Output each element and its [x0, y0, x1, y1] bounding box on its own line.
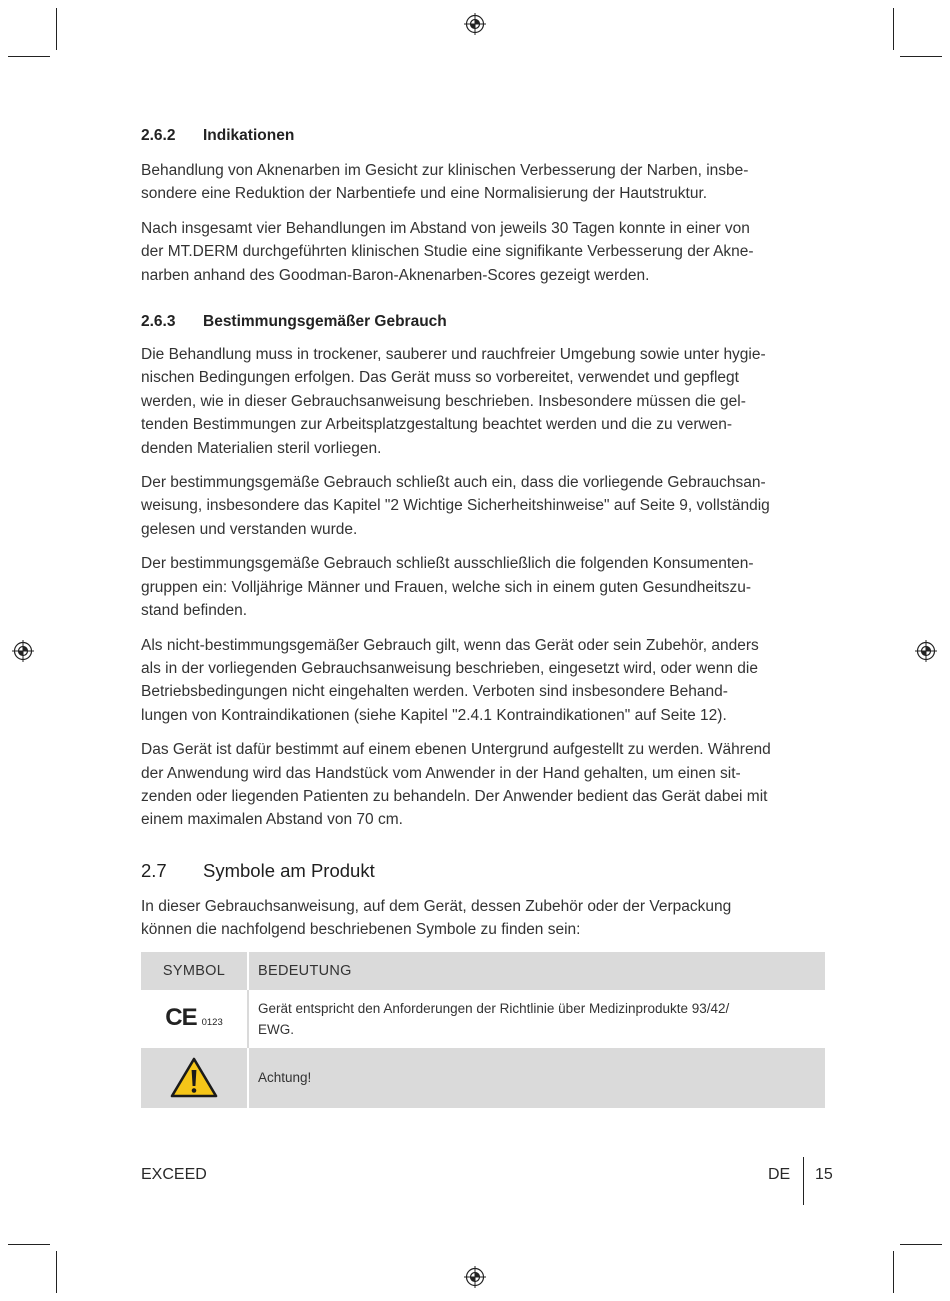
ce-mark-letters: CE: [165, 1003, 197, 1031]
footer-language: DE: [768, 1166, 791, 1183]
meaning-text: Achtung!: [258, 1070, 312, 1086]
paragraph: Nach insgesamt vier Behandlungen im Abstand von jeweils 30 Tagen konnte in einer von der MT.DERM durchgeführten klinischen Studie eine signifikante Verbesserung der Akne- narben anhand des Goodman-Baron-Aknenarben-Scores gezeigt werden.: [141, 219, 754, 284]
ce-mark-icon: [165, 1003, 223, 1031]
warning-triangle-icon: [170, 1057, 218, 1099]
column-header-symbol: SYMBOL: [141, 952, 248, 990]
symbol-cell: [141, 990, 248, 1048]
registration-mark-icon: [464, 13, 486, 35]
section-number: 2.7: [141, 859, 167, 881]
symbol-cell: [141, 1048, 248, 1108]
crop-mark-top-right-v: [893, 8, 894, 50]
section-heading-2-7: [141, 858, 826, 884]
section-heading-2-6-2: [141, 124, 826, 148]
table-header-row: [141, 952, 825, 990]
crop-mark-bottom-right-h: [900, 1244, 942, 1245]
paragraph: Als nicht-bestimmungsgemäßer Gebrauch gilt, wenn das Gerät oder sein Zubehör, anders als in der vorliegenden Gebrauchsanweisung beschrieben, eingesetzt wird, oder wenn die Betriebsbedingungen nicht eingehalten werden. Verboten sind insbesondere Behand- lungen von Kontraindikationen (siehe Kapitel "2.4.1 Kontraindikationen" auf Seite 12).: [141, 636, 759, 724]
footer-divider: [803, 1157, 804, 1205]
column-header-meaning: BEDEUTUNG: [248, 952, 825, 990]
paragraph: Die Behandlung muss in trockener, sauberer und rauchfreier Umgebung sowie unter hygie- nischen Bedingungen erfolgen. Das Gerät muss so vorbereitet, verwendet und gepflegt werden, wie in dieser Gebrauchsanweisung beschrieben. Insbesondere müssen die gel- tenden Bestimmungen zur Arbeitsplatzgestaltung beachtet werden und die zu verwen- denden Materialien steril vorliegen.: [141, 346, 766, 457]
crop-mark-bottom-left-v: [56, 1251, 57, 1293]
crop-mark-bottom-right-v: [893, 1251, 894, 1293]
registration-mark-icon: [464, 1266, 486, 1288]
paragraph: In dieser Gebrauchsanweisung, auf dem Gerät, dessen Zubehör oder der Verpackung können die nachfolgend beschriebenen Symbole zu finden sein:: [141, 897, 732, 939]
paragraph: Der bestimmungsgemäße Gebrauch schließt auch ein, dass die vorliegende Gebrauchsan- weisung, insbesondere das Kapitel "2 Wichtige Sicherheitshinweise" auf Seite 9, vollständig gelesen und verstanden wurde.: [141, 474, 770, 538]
section-title: Bestimmungsgemäßer Gebrauch: [203, 313, 447, 331]
meaning-cell: [248, 990, 825, 1048]
notified-body-number: 0123: [201, 1016, 223, 1028]
section-heading-2-6-3: [141, 310, 826, 334]
section-title: Indikationen: [203, 127, 295, 144]
section-number: 2.6.2: [141, 127, 176, 144]
table-row: [141, 990, 825, 1048]
registration-mark-icon: [12, 640, 34, 662]
crop-mark-top-left-h: [8, 56, 50, 57]
section-title: Symbole am Produkt: [203, 859, 375, 881]
registration-mark-icon: [915, 640, 937, 662]
page-number: 15: [815, 1166, 833, 1183]
paragraph: Das Gerät ist dafür bestimmt auf einem ebenen Untergrund aufgestellt zu werden. Während der Anwendung wird das Handstück vom Anwender in der Hand gehalten, um einen sit- zenden oder liegenden Patienten zu behandeln. Der Anwender bedient das Gerät dabei mit einem maximalen Abstand von 70 cm.: [141, 741, 771, 829]
meaning-text: Gerät entspricht den Anforderungen der Richtlinie über Medizinprodukte 93/42/ EWG.: [258, 1000, 730, 1037]
paragraph: Behandlung von Aknenarben im Gesicht zur klinischen Verbesserung der Narben, insbe- sondere eine Reduktion der Narbentiefe und eine Normalisierung der Hautstruktur.: [141, 162, 749, 203]
meaning-cell: [248, 1048, 825, 1108]
paragraph: Der bestimmungsgemäße Gebrauch schließt ausschließlich die folgenden Konsumenten- gruppen ein: Volljährige Männer und Frauen, welche sich in einem guten Gesundheitszu- stand befinden.: [141, 555, 754, 620]
crop-mark-top-left-v: [56, 8, 57, 50]
page-content: [141, 124, 826, 1108]
crop-mark-bottom-left-h: [8, 1244, 50, 1245]
footer-brand: EXCEED: [141, 1166, 207, 1183]
crop-mark-top-right-h: [900, 56, 942, 57]
symbols-table: [141, 952, 825, 1108]
table-row: [141, 1048, 825, 1108]
section-number: 2.6.3: [141, 313, 176, 331]
